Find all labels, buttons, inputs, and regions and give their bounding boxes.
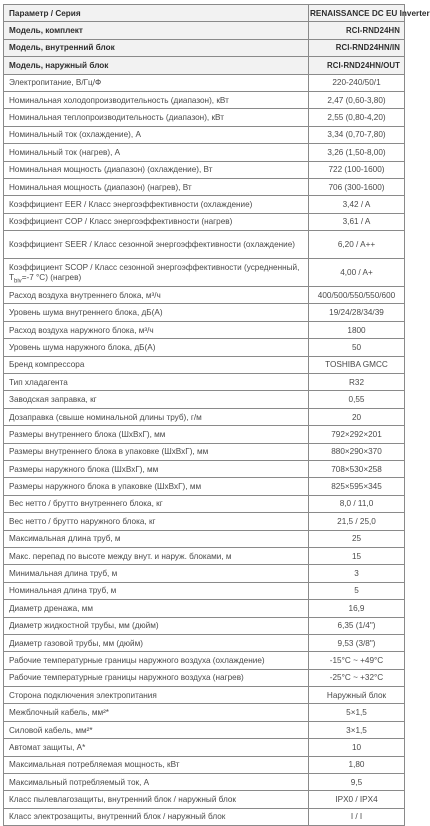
model-row xyxy=(4,22,405,39)
param-value: 25 xyxy=(309,530,405,547)
param-value: 3 xyxy=(309,565,405,582)
param-value: 21,5 / 25,0 xyxy=(309,513,405,530)
table-row xyxy=(4,408,405,425)
table-row xyxy=(4,91,405,108)
model-label: Модель, комплект xyxy=(4,22,309,39)
model-value: RCI-RND24HN xyxy=(309,22,405,39)
table-row xyxy=(4,144,405,161)
table-row xyxy=(4,460,405,477)
param-value: -15°C ~ +49°C xyxy=(309,652,405,669)
param-label: Коэффициент COP / Класс энергоэффективности (нагрев) xyxy=(4,213,309,230)
param-value: 3,34 (0,70-7,80) xyxy=(309,126,405,143)
table-row xyxy=(4,426,405,443)
table-row xyxy=(4,478,405,495)
param-label: Размеры внутреннего блока в упаковке (ШхВхГ), мм xyxy=(4,443,309,460)
param-label: Автомат защиты, А* xyxy=(4,739,309,756)
param-label: Номинальная мощность (диапазон) (нагрев), Вт xyxy=(4,178,309,195)
param-value: 6,35 (1/4") xyxy=(309,617,405,634)
param-label: Уровень шума наружного блока, дБ(А) xyxy=(4,339,309,356)
table-row xyxy=(4,530,405,547)
model-row xyxy=(4,39,405,56)
param-label: Диаметр жидкостной трубы, мм (дюйм) xyxy=(4,617,309,634)
param-label: Коэффициент SEER / Класс сезонной энергоэффективности (охлаждение) xyxy=(4,231,309,259)
table-row xyxy=(4,321,405,338)
param-label: Макс. перепад по высоте между внут. и наруж. блоками, м xyxy=(4,547,309,564)
param-value: 3×1,5 xyxy=(309,721,405,738)
param-value: IPX0 / IPX4 xyxy=(309,791,405,808)
param-value: 50 xyxy=(309,339,405,356)
table-row xyxy=(4,196,405,213)
header-param-label: Параметр / Серия xyxy=(4,5,309,22)
table-row xyxy=(4,652,405,669)
table-row xyxy=(4,565,405,582)
table-row xyxy=(4,374,405,391)
table-row xyxy=(4,109,405,126)
param-label: Рабочие температурные границы наружного воздуха (охлаждение) xyxy=(4,652,309,669)
param-label: Бренд компрессора xyxy=(4,356,309,373)
param-label-text: Коэффициент SCOP / Класс сезонной энергоэффективности (усредненный, T xyxy=(9,262,300,282)
table-row xyxy=(4,259,405,287)
table-row xyxy=(4,634,405,651)
param-value: -25°C ~ +32°C xyxy=(309,669,405,686)
table-row xyxy=(4,287,405,304)
param-value: 19/24/28/34/39 xyxy=(309,304,405,321)
param-value: 3,61 / A xyxy=(309,213,405,230)
param-label: Размеры наружного блока (ШхВхГ), мм xyxy=(4,460,309,477)
spec-table xyxy=(3,4,430,826)
param-value: 6,20 / A++ xyxy=(309,231,405,259)
table-row xyxy=(4,617,405,634)
param-value: 708×530×258 xyxy=(309,460,405,477)
param-value: 9,5 xyxy=(309,774,405,791)
table-row xyxy=(4,704,405,721)
table-row xyxy=(4,495,405,512)
table-row xyxy=(4,356,405,373)
param-value: 5 xyxy=(309,582,405,599)
table-row xyxy=(4,791,405,808)
spec-table-body xyxy=(4,5,430,826)
param-label: Размеры внутреннего блока (ШхВхГ), мм xyxy=(4,426,309,443)
table-row xyxy=(4,74,405,91)
param-value: 8,0 / 11,0 xyxy=(309,495,405,512)
param-label: Минимальная длина труб, м xyxy=(4,565,309,582)
table-row xyxy=(4,213,405,230)
param-value: 15 xyxy=(309,547,405,564)
model-row xyxy=(4,57,405,74)
param-value: 880×290×370 xyxy=(309,443,405,460)
table-row xyxy=(4,547,405,564)
param-value: 3,26 (1,50-8,00) xyxy=(309,144,405,161)
param-label: Сторона подключения электропитания xyxy=(4,687,309,704)
param-value: 792×292×201 xyxy=(309,426,405,443)
table-row xyxy=(4,721,405,738)
param-value: 2,55 (0,80-4,20) xyxy=(309,109,405,126)
param-label xyxy=(4,259,309,287)
param-label: Диаметр газовой трубы, мм (дюйм) xyxy=(4,634,309,651)
table-row xyxy=(4,339,405,356)
param-label: Межблочный кабель, мм²* xyxy=(4,704,309,721)
param-value: 825×595×345 xyxy=(309,478,405,495)
table-row xyxy=(4,304,405,321)
table-row xyxy=(4,443,405,460)
param-label: Уровень шума внутреннего блока, дБ(А) xyxy=(4,304,309,321)
table-row xyxy=(4,808,405,825)
param-value: TOSHIBA GMCC xyxy=(309,356,405,373)
param-label: Номинальная теплопроизводительность (диапазон), кВт xyxy=(4,109,309,126)
param-label-subscript: biv xyxy=(14,278,22,285)
param-value: Наружный блок xyxy=(309,687,405,704)
param-label: Расход воздуха внутреннего блока, м³/ч xyxy=(4,287,309,304)
header-series: RENAISSANCE DC EU Inverter xyxy=(309,5,405,22)
table-row xyxy=(4,582,405,599)
table-row xyxy=(4,178,405,195)
param-label: Дозаправка (свыше номинальной длины труб), г/м xyxy=(4,408,309,425)
param-value: 3,42 / A xyxy=(309,196,405,213)
table-row xyxy=(4,600,405,617)
param-value: 220-240/50/1 xyxy=(309,74,405,91)
param-label: Электропитание, В/Гц/Ф xyxy=(4,74,309,91)
param-label: Рабочие температурные границы наружного воздуха (нагрев) xyxy=(4,669,309,686)
param-label: Номинальная мощность (диапазон) (охлаждение), Вт xyxy=(4,161,309,178)
param-label-tail: =-7 °С) (нагрев) xyxy=(21,272,82,282)
param-label: Силовой кабель, мм²* xyxy=(4,721,309,738)
table-row xyxy=(4,513,405,530)
param-label: Заводская заправка, кг xyxy=(4,391,309,408)
param-value: I / I xyxy=(309,808,405,825)
param-label: Тип хладагента xyxy=(4,374,309,391)
param-value: 400/500/550/550/600 xyxy=(309,287,405,304)
param-value: 20 xyxy=(309,408,405,425)
table-row xyxy=(4,669,405,686)
param-value: 0,55 xyxy=(309,391,405,408)
table-row xyxy=(4,687,405,704)
table-header-row xyxy=(4,5,405,22)
param-label: Номинальная холодопроизводительность (диапазон), кВт xyxy=(4,91,309,108)
param-label: Диаметр дренажа, мм xyxy=(4,600,309,617)
param-value: 1,80 xyxy=(309,756,405,773)
param-label: Расход воздуха наружного блока, м³/ч xyxy=(4,321,309,338)
param-label: Максимальный потребляемый ток, А xyxy=(4,774,309,791)
param-label: Номинальная длина труб, м xyxy=(4,582,309,599)
model-label: Модель, внутренний блок xyxy=(4,39,309,56)
param-value: R32 xyxy=(309,374,405,391)
table-row xyxy=(4,756,405,773)
model-value: RCI-RND24HN/OUT xyxy=(309,57,405,74)
param-value: 722 (100-1600) xyxy=(309,161,405,178)
table-row xyxy=(4,774,405,791)
param-value: 4,00 / A+ xyxy=(309,259,405,287)
param-value: 16,9 xyxy=(309,600,405,617)
param-label: Вес нетто / брутто внутреннего блока, кг xyxy=(4,495,309,512)
param-label: Класс электрозащиты, внутренний блок / наружный блок xyxy=(4,808,309,825)
param-value: 10 xyxy=(309,739,405,756)
param-value: 706 (300-1600) xyxy=(309,178,405,195)
param-value: 5×1,5 xyxy=(309,704,405,721)
model-value: RCI-RND24HN/IN xyxy=(309,39,405,56)
table-row xyxy=(4,391,405,408)
param-label: Вес нетто / брутто наружного блока, кг xyxy=(4,513,309,530)
table-row xyxy=(4,161,405,178)
param-value: 1800 xyxy=(309,321,405,338)
param-label: Максимальная потребляемая мощность, кВт xyxy=(4,756,309,773)
param-label: Номинальный ток (охлаждение), А xyxy=(4,126,309,143)
param-label: Номинальный ток (нагрев), А xyxy=(4,144,309,161)
param-label: Коэффициент EER / Класс энергоэффективности (охлаждение) xyxy=(4,196,309,213)
table-row xyxy=(4,231,405,259)
model-label: Модель, наружный блок xyxy=(4,57,309,74)
param-value: 9,53 (3/8") xyxy=(309,634,405,651)
param-label: Размеры наружного блока в упаковке (ШхВхГ), мм xyxy=(4,478,309,495)
table-row xyxy=(4,126,405,143)
table-row xyxy=(4,739,405,756)
param-value: 2,47 (0,60-3,80) xyxy=(309,91,405,108)
param-label: Максимальная длина труб, м xyxy=(4,530,309,547)
param-label: Класс пылевлагозащиты, внутренний блок / наружный блок xyxy=(4,791,309,808)
